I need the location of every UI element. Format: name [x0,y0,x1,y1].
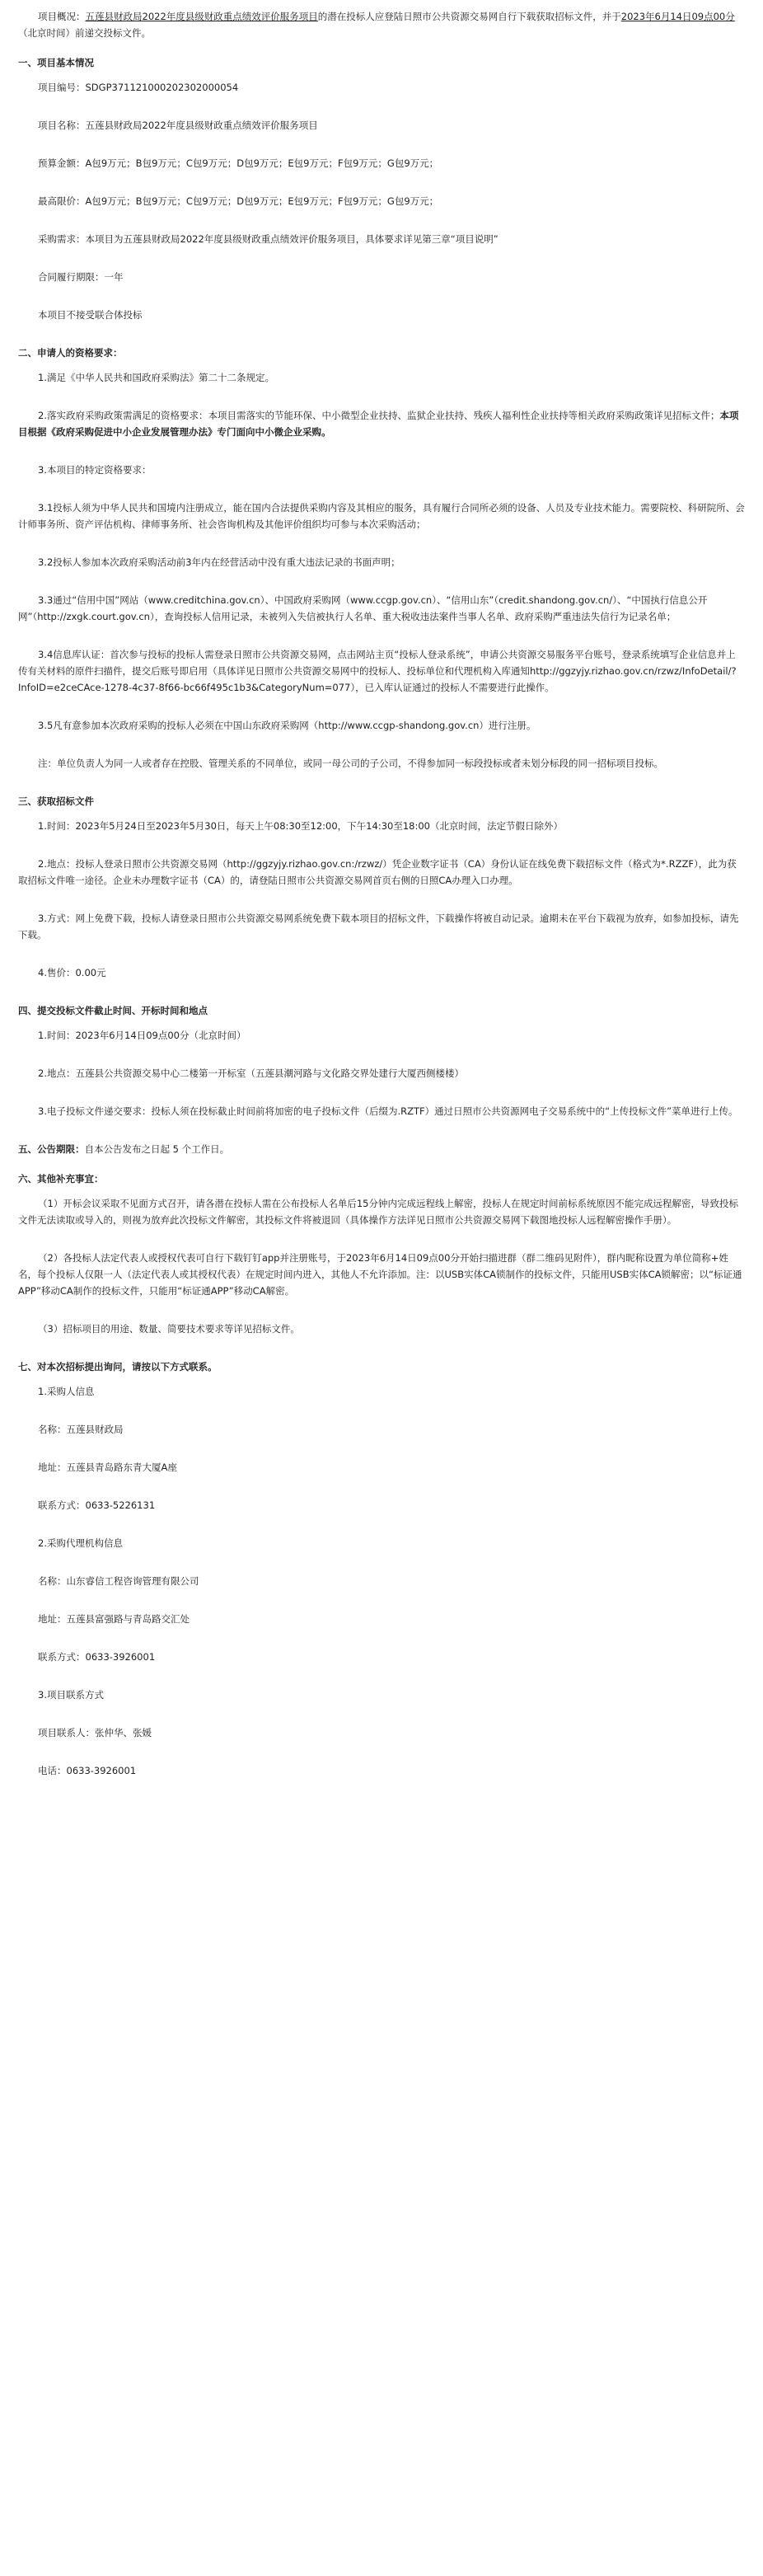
project-contact-phone: 电话：0633-3926001 [38,1765,137,1776]
purchaser-info-title: 1.采购人信息 [38,1386,95,1397]
qualification-note: 注：单位负责人为同一人或者存在控股、管理关系的不同单位，或同一母公司的子公司，不得参加同一标段投标或者未划分标段的同一招标项目投标。 [38,758,663,769]
max-price: 最高限价：A包9万元；B包9万元；C包9万元；D包9万元；E包9万元；F包9万元；G包9万元； [38,195,439,207]
agency-address: 地址：五莲县富强路与青岛路交汇处 [38,1613,190,1625]
announcement-period-text: 自本公告发布之日起 5 个工作日。 [84,1143,230,1155]
contract-period: 合同履行期限：一年 [38,271,124,283]
qualification-3: 3.本项目的特定资格要求： [38,464,152,476]
project-contact-title: 3.项目联系方式 [38,1689,104,1701]
other-matter-2: （2）各投标人法定代表人或授权代表可自行下载钉钉app并注册账号，于2023年6月14日09点00分开始扫描进群（群二维码见附件），群内昵称设置为单位简称+姓名，每个投标人仅限一人（法定代表人或其授权代表）在规定时间内进入，其他人不允许添加。注：以USB实体CA锁制作的投标文件，只能用USB实体CA锁解密；以“标证通APP”移动CA制作的投标文件，只能用“标证通APP”移动CA解密。 [18,1252,742,1297]
section-heading-obtain-documents: 三、获取招标文件 [18,795,94,807]
qualification-3-2: 3.2投标人参加本次政府采购活动前3年内在经营活动中没有重大违法记录的书面声明； [38,556,400,568]
agency-name: 名称：山东睿信工程咨询管理有限公司 [38,1575,199,1587]
procurement-requirements: 采购需求：本项目为五莲县财政局2022年度县级财政重点绩效评价服务项目，具体要求详见第三章“项目说明” [38,233,499,245]
intro-project-name: 五莲县财政局2022年度县级财政重点绩效评价服务项目 [85,11,318,22]
obtain-location: 2.地点：投标人登录日照市公共资源交易网（http://ggzyjy.rizhao.gov.cn:/rzwz/）凭企业数字证书（CA）身份认证在线免费下载招标文件（格式为*.RZZF），此为获取招标文件唯一途径。企业未办理数字证书（CA）的，请登陆日照市公共资源交易网首页右侧的日照CA办理入口办理。 [18,858,737,886]
purchaser-name: 名称：五莲县财政局 [38,1424,124,1435]
announcement-period-label: 五、公告期限： [18,1143,85,1155]
project-name: 项目名称：五莲县财政局2022年度县级财政重点绩效评价服务项目 [38,120,318,131]
agency-info-title: 2.采购代理机构信息 [38,1537,123,1549]
purchaser-phone: 联系方式：0633-5226131 [38,1499,156,1511]
consortium-note: 本项目不接受联合体投标 [38,309,143,321]
purchaser-address: 地址：五莲县青岛路东青大厦A座 [38,1462,177,1473]
qualification-3-1: 3.1投标人须为中华人民共和国境内注册成立，能在国内合法提供采购内容及其相应的服务，具有履行合同所必须的设备、人员及专业技术能力。需要院校、科研院所、会计师事务所、资产评估机构、律师事务所、社会咨询机构及其他评价组织均可参与本次采购活动； [18,502,745,530]
section-heading-qualifications: 二、申请人的资格要求： [18,347,123,359]
section-heading-deadline: 四、提交投标文件截止时间、开标时间和地点 [18,1005,208,1016]
intro-text-end: （北京时间）前递交投标文件。 [18,27,151,39]
other-matter-3: （3）招标项目的用途、数量、简要技术要求等详见招标文件。 [38,1323,300,1335]
announcement-period [18,1141,745,1157]
section-heading-other-matters: 六、其他补充事宜： [18,1173,104,1185]
intro-text: 的潜在投标人应登陆日照市公共资源交易网自行下载获取招标文件，并于 [317,11,621,22]
intro-paragraph [18,8,745,41]
deadline-location: 2.地点：五莲县公共资源交易中心二楼第一开标室（五莲县潮河路与文化路交界处建行大厦西侧楼楼） [38,1067,464,1079]
budget-amount: 预算金额：A包9万元；B包9万元；C包9万元；D包9万元；E包9万元；F包9万元；G包9万元； [38,157,439,169]
obtain-method: 3.方式：网上免费下载，投标人请登录日照市公共资源交易网系统免费下载本项目的招标文件，下载操作将被自动记录。逾期未在平台下载视为放弃，如参加投标，请先下载。 [18,913,739,941]
obtain-time: 1.时间：2023年5月24日至2023年5月30日，每天上午08:30至12:00，下午14:30至18:00（北京时间，法定节假日除外） [38,820,563,832]
qualification-1: 1.满足《中华人民共和国政府采购法》第二十二条规定。 [38,372,274,383]
other-matter-1: （1）开标会议采取不见面方式召开，请各潜在投标人需在公布投标人名单后15分钟内完成远程线上解密，投标人在规定时间前标系统原因不能完成远程解密，导致投标文件无法读取或导入的，则视为放弃此次投标文件解密，其投标文件将被退回（具体操作方法详见日照市公共资源交易网下载图地投标人远程解密操作手册）。 [18,1198,738,1226]
qualification-3-4: 3.4信息库认证：首次参与投标的投标人需登录日照市公共资源交易网，点击网站主页“投标人登录系统”，申请公共资源交易服务平台账号，登录系统填写企业信息并上传有关材料的原件扫描件，提交后账号即启用（具体详见日照市公共资源交易网中的投标人、投标单位和代理机构入库通知http://ggzyjy.rizhao.gov.cn/rzwz/InfoDetail/?InfoID=e2ceCAce-1278-4c37-8f66-bc66f495c1b3&CategoryNum=077），已入库认证通过的投标人不需要进行此操作。 [18,649,737,693]
qualification-2-text: 2.落实政府采购政策需满足的资格要求：本项目需落实的节能环保、中小微型企业扶持、监狱企业扶持、残疾人福利性企业扶持等相关政府采购政策详见招标文件； [38,410,720,421]
intro-label: 项目概况： [38,11,86,22]
obtain-price: 4.售价：0.00元 [38,967,106,978]
section-heading-basic-info: 一、项目基本情况 [18,57,94,68]
project-code: 项目编号：SDGP371121000202302000054 [38,82,239,93]
qualification-2 [18,407,745,440]
agency-phone: 联系方式：0633-3926001 [38,1651,156,1663]
qualification-3-5: 3.5凡有意参加本次政府采购的投标人必须在中国山东政府采购网（http://www.ccgp-shandong.gov.cn）进行注册。 [38,720,536,731]
submission-requirements: 3.电子投标文件递交要求：投标人须在投标截止时间前将加密的电子投标文件（后缀为.RZTF）通过日照市公共资源网电子交易系统中的“上传投标文件”菜单进行上传。 [38,1105,738,1117]
qualification-2-sme: 本项目根据《政府采购促进中小企业发展管理办法》专门面向中小微企业采购。 [18,410,739,438]
intro-deadline: 2023年6月14日09点00分 [620,11,735,22]
deadline-time: 1.时间：2023年6月14日09点00分（北京时间） [38,1030,246,1041]
qualification-3-3: 3.3通过“信用中国”网站（www.creditchina.gov.cn）、中国政府采购网（www.ccgp.gov.cn）、“信用山东”（credit.shandong.gov.cn/）、“中国执行信息公开网”（http://zxgk.court.gov.cn），查询投标人信用记录，未被列入失信被执行人名单、重大税收违法案件当事人名单、政府采购严重违法失信行为记录名单； [18,594,708,622]
project-contact-people: 项目联系人：张仲华、张媛 [38,1727,152,1738]
section-heading-contact: 七、对本次招标提出询问，请按以下方式联系。 [18,1361,218,1372]
